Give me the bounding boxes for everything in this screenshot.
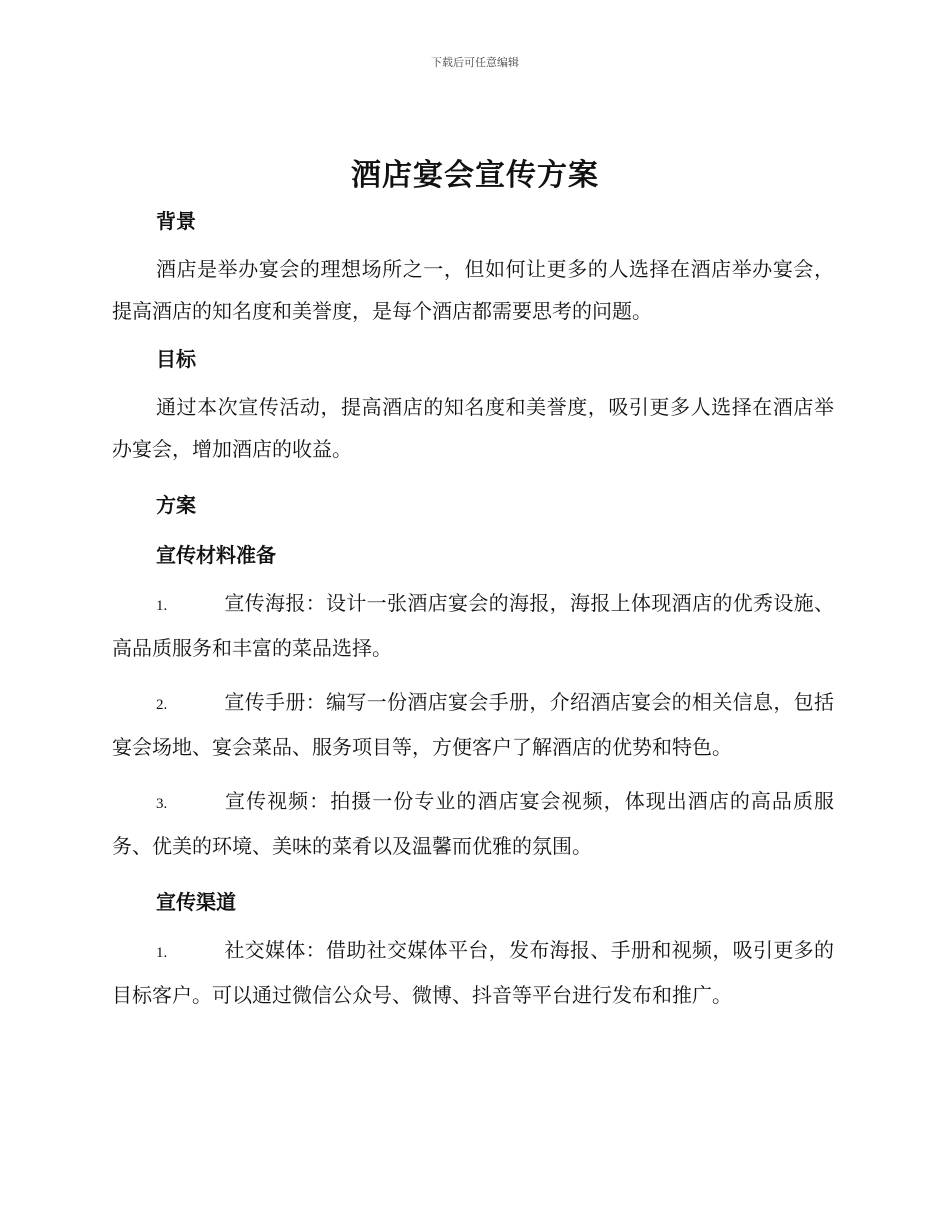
list-item: [112, 582, 834, 669]
document-title: 酒店宴会宣传方案: [351, 158, 599, 193]
list-item: [112, 780, 834, 867]
section-heading-plan: 方案: [156, 493, 196, 517]
document-body: [112, 206, 834, 1016]
subsection-heading-materials: 宣传材料准备: [156, 543, 276, 567]
section-heading-background: 背景: [156, 209, 196, 233]
list-number: 1.: [156, 945, 168, 961]
header-note: 下载后可任意编辑: [431, 56, 519, 69]
list-item-text: 宣传视频：拍摄一份专业的酒店宴会视频，体现出酒店的高品质服务、优美的环境、美味的菜肴以及温馨而优雅的氛围。: [112, 789, 834, 858]
list-item-text: 社交媒体：借助社交媒体平台，发布海报、手册和视频，吸引更多的目标客户。可以通过微信公众号、微博、抖音等平台进行发布和推广。: [112, 938, 834, 1007]
section-heading-goal: 目标: [156, 347, 196, 371]
list-item: [112, 929, 834, 1016]
list-number: 3.: [156, 796, 168, 812]
list-item-text: 宣传海报：设计一张酒店宴会的海报，海报上体现酒店的优秀设施、高品质服务和丰富的菜品选择。: [112, 591, 834, 660]
paragraph-background: 酒店是举办宴会的理想场所之一，但如何让更多的人选择在酒店举办宴会，提高酒店的知名度和美誉度，是每个酒店都需要思考的问题。: [112, 257, 834, 323]
list-item: [112, 681, 834, 768]
list-item-text: 宣传手册：编写一份酒店宴会手册，介绍酒店宴会的相关信息，包括宴会场地、宴会菜品、服务项目等，方便客户了解酒店的优势和特色。: [112, 690, 834, 759]
list-number: 1.: [156, 598, 168, 614]
paragraph-goal: 通过本次宣传活动，提高酒店的知名度和美誉度，吸引更多人选择在酒店举办宴会，增加酒店的收益。: [112, 395, 834, 461]
list-number: 2.: [156, 697, 168, 713]
subsection-heading-channels: 宣传渠道: [156, 890, 236, 914]
